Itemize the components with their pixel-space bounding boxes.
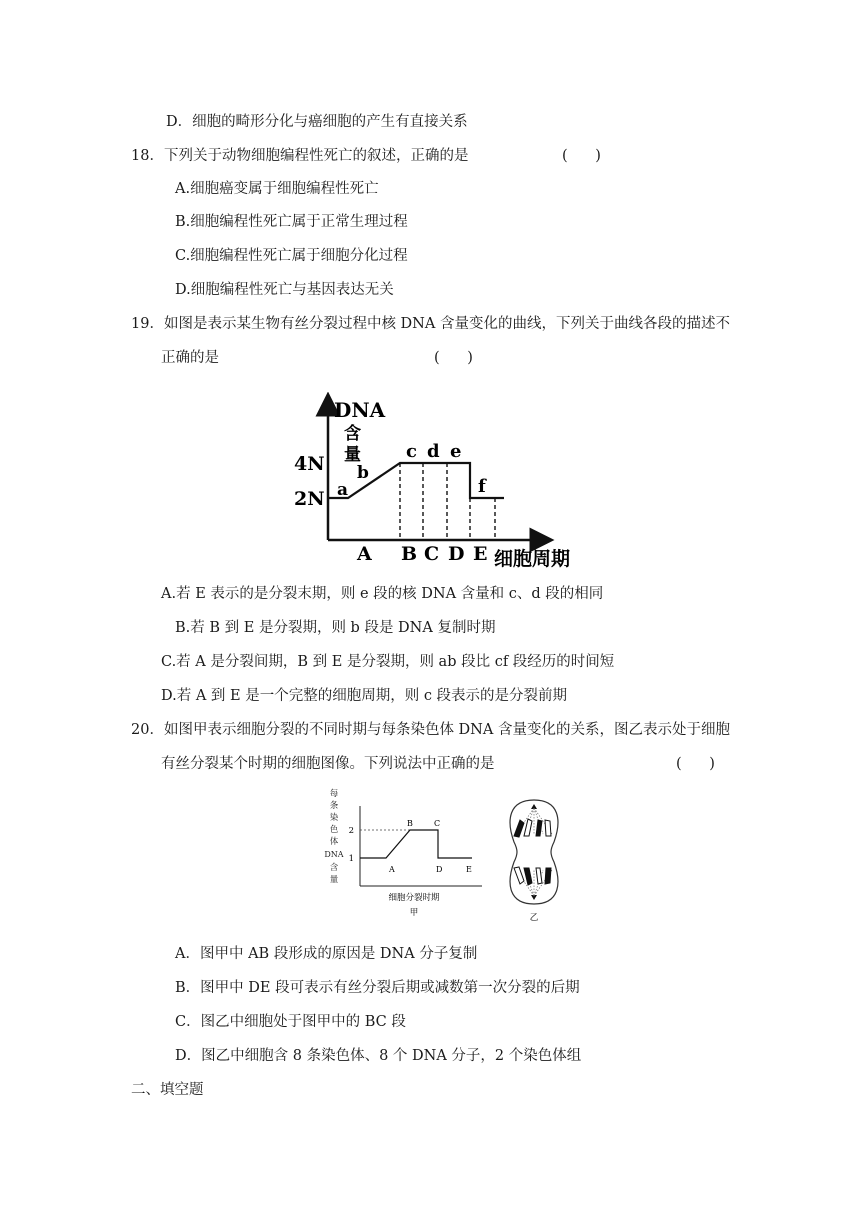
q20-jia-ylabel-2: 染 [329,813,339,823]
q19-tick-4N: 4N [294,453,325,475]
q18-option-d: D.细胞编程性死亡与基因表达无关 [175,282,394,298]
section-2-heading: 二、填空题 [131,1082,204,1098]
q19-label-a: a [337,480,349,500]
q19-tick-2N: 2N [294,488,325,510]
q19-point-E: E [473,543,488,565]
q19-option-a: A.若 E 表示的是分裂末期，则 e 段的核 DNA 含量和 c、d 段的相同 [161,586,604,602]
q20-option-a: A．图甲中 AB 段形成的原因是 DNA 分子复制 [175,946,478,962]
q20-jia-ylabel-1: 条 [329,801,339,811]
q20-jia-tick-2: 2 [348,826,354,836]
q19-point-A: A [357,543,372,565]
q19-dna-curve-figure [290,392,590,572]
q19-option-d: D.若 A 到 E 是一个完整的细胞周期，则 c 段表示的是分裂前期 [161,688,568,704]
q19-label-f: f [478,476,486,497]
q19-stem-line2: 正确的是 [161,350,219,366]
q20-jia-point-D: D [436,865,443,874]
q19-y-sub2: 量 [344,445,361,465]
q18-option-b: B.细胞编程性死亡属于正常生理过程 [175,214,408,230]
q20-jia-ylabel-7: 量 [329,875,339,885]
q20-stem-line1: 20．如图甲表示细胞分裂的不同时期与每条染色体 DNA 含量变化的关系，图乙表示处于细胞 [131,722,730,738]
q20-jia-ylabel-4: 体 [329,837,339,847]
q20-answer-paren: ( ) [676,756,715,772]
q20-stem-line2: 有丝分裂某个时期的细胞图像。下列说法中正确的是 [161,756,495,772]
q20-yi-caption: 乙 [529,913,539,923]
q19-x-title: 细胞周期 [494,548,571,570]
q20-figure-yi [494,790,574,925]
q20-jia-ylabel-3: 色 [329,825,339,835]
q19-y-sub1: 含 [344,424,361,444]
q18-option-c: C.细胞编程性死亡属于细胞分化过程 [175,248,408,264]
q20-jia-point-A: A [389,865,395,874]
q20-jia-ylabel-0: 每 [329,789,339,799]
q20-jia-curve [360,830,472,858]
q20-jia-point-B: B [407,819,413,828]
q20-option-b: B．图甲中 DE 段可表示有丝分裂后期或减数第一次分裂的后期 [175,980,580,996]
q20-jia-ylabel-5: DNA [324,850,344,859]
q20-jia-point-E: E [466,865,472,874]
q19-point-C: C [424,543,440,565]
q18-stem: 18．下列关于动物细胞编程性死亡的叙述，正确的是 [131,148,469,164]
q20-jia-ylabel-6: 含 [329,863,339,873]
q20-option-c: C．图乙中细胞处于图甲中的 BC 段 [175,1014,406,1030]
q18-answer-paren: ( ) [562,148,601,164]
q19-point-D: D [448,543,465,565]
q19-label-b: b [357,463,369,483]
q19-stem-line1: 19．如图是表示某生物有丝分裂过程中核 DNA 含量变化的曲线，下列关于曲线各段的描述不 [131,316,730,332]
q20-jia-x-title: 细胞分裂时期 [388,893,440,903]
q20-jia-caption: 甲 [409,908,419,918]
q19-label-d: d [427,441,440,462]
q20-yi-cell-outline [510,800,558,904]
q19-label-e: e [450,441,462,462]
q17-option-d: D．细胞的畸形分化与癌细胞的产生有直接关系 [166,114,468,130]
q20-jia-point-C: C [434,819,441,828]
q19-point-B: B [401,543,418,565]
q19-label-c: c [406,441,417,462]
q19-answer-paren: ( ) [434,350,473,366]
q19-option-b: B.若 B 到 E 是分裂期，则 b 段是 DNA 复制时期 [175,620,496,636]
q20-option-d: D．图乙中细胞含 8 条染色体、8 个 DNA 分子，2 个染色体组 [175,1048,582,1064]
q20-jia-tick-1: 1 [348,854,354,864]
q18-option-a: A.细胞癌变属于细胞编程性死亡 [175,181,379,197]
q20-figure-jia [320,784,490,924]
q19-y-title: DNA [334,398,386,422]
q19-option-c: C.若 A 是分裂间期，B 到 E 是分裂期，则 ab 段比 cf 段经历的时间短 [161,654,615,670]
